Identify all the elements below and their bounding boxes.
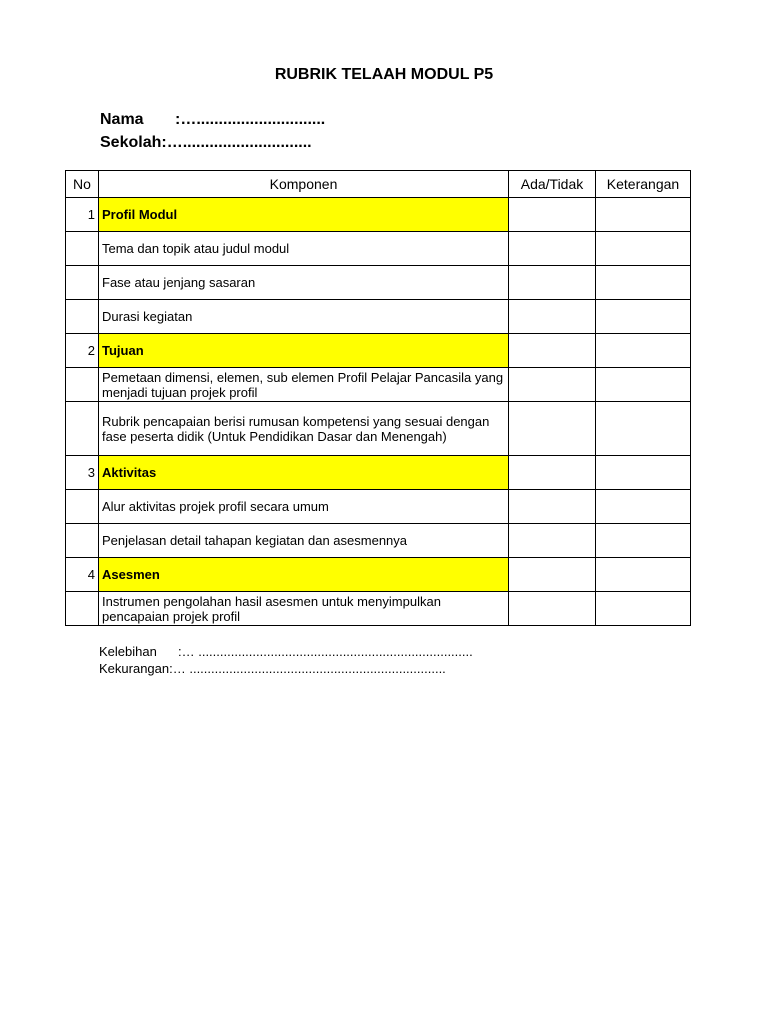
nama-field	[100, 111, 325, 129]
row-komponen: Alur aktivitas projek profil secara umum	[99, 490, 509, 524]
row-ada-tidak-cell[interactable]	[509, 198, 596, 232]
row-ada-tidak-cell[interactable]	[509, 456, 596, 490]
table-row	[66, 300, 691, 334]
rubric-table	[65, 170, 691, 626]
row-number	[66, 490, 99, 524]
row-number: 2	[66, 334, 99, 368]
kelebihan-label: Kelebihan	[99, 644, 157, 659]
table-row	[66, 198, 691, 232]
row-ada-tidak-cell[interactable]	[509, 334, 596, 368]
row-komponen: Instrumen pengolahan hasil asesmen untuk menyimpulkan pencapaian projek profil	[99, 592, 509, 626]
table-row	[66, 368, 691, 402]
row-keterangan-cell[interactable]	[596, 592, 691, 626]
kekurangan-label: Kekurangan	[99, 661, 170, 676]
row-ada-tidak-cell[interactable]	[509, 524, 596, 558]
table-row	[66, 524, 691, 558]
row-number	[66, 524, 99, 558]
row-number	[66, 592, 99, 626]
row-komponen: Fase atau jenjang sasaran	[99, 266, 509, 300]
row-ada-tidak-cell[interactable]	[509, 592, 596, 626]
sekolah-label: Sekolah	[100, 134, 162, 151]
kekurangan-value: :… .......................................................................	[169, 661, 446, 676]
row-keterangan-cell[interactable]	[596, 334, 691, 368]
sekolah-field	[100, 134, 312, 152]
row-komponen: Tema dan topik atau judul modul	[99, 232, 509, 266]
row-keterangan-cell[interactable]	[596, 300, 691, 334]
row-keterangan-cell[interactable]	[596, 368, 691, 402]
row-number: 3	[66, 456, 99, 490]
row-komponen: Aktivitas	[99, 456, 509, 490]
row-ada-tidak-cell[interactable]	[509, 300, 596, 334]
header-no: No	[66, 171, 99, 198]
table-row	[66, 402, 691, 456]
row-komponen: Penjelasan detail tahapan kegiatan dan asesmennya	[99, 524, 509, 558]
row-komponen: Asesmen	[99, 558, 509, 592]
row-komponen: Pemetaan dimensi, elemen, sub elemen Profil Pelajar Pancasila yang menjadi tujuan projek profil	[99, 368, 509, 402]
row-keterangan-cell[interactable]	[596, 402, 691, 456]
row-keterangan-cell[interactable]	[596, 524, 691, 558]
header-keterangan: Keterangan	[596, 171, 691, 198]
table-header-row	[66, 171, 691, 198]
table-row	[66, 490, 691, 524]
header-komponen: Komponen	[99, 171, 509, 198]
row-number: 4	[66, 558, 99, 592]
row-number: 1	[66, 198, 99, 232]
table-row	[66, 334, 691, 368]
row-keterangan-cell[interactable]	[596, 558, 691, 592]
row-number	[66, 266, 99, 300]
row-keterangan-cell[interactable]	[596, 198, 691, 232]
row-komponen: Durasi kegiatan	[99, 300, 509, 334]
table-row	[66, 456, 691, 490]
row-number	[66, 368, 99, 402]
row-number	[66, 232, 99, 266]
row-number	[66, 402, 99, 456]
row-keterangan-cell[interactable]	[596, 490, 691, 524]
row-keterangan-cell[interactable]	[596, 456, 691, 490]
row-ada-tidak-cell[interactable]	[509, 232, 596, 266]
row-komponen: Rubrik pencapaian berisi rumusan kompetensi yang sesuai dengan fase peserta didik (Untuk Pendidikan Dasar dan Menengah)	[99, 402, 509, 456]
row-keterangan-cell[interactable]	[596, 232, 691, 266]
nama-label: Nama	[100, 111, 144, 128]
sekolah-value: :….............................	[161, 134, 312, 151]
row-ada-tidak-cell[interactable]	[509, 490, 596, 524]
nama-value: :….............................	[175, 111, 326, 128]
document-title: RUBRIK TELAAH MODUL P5	[274, 66, 494, 83]
row-number	[66, 300, 99, 334]
row-ada-tidak-cell[interactable]	[509, 402, 596, 456]
row-ada-tidak-cell[interactable]	[509, 368, 596, 402]
table-row	[66, 558, 691, 592]
table-row	[66, 232, 691, 266]
row-ada-tidak-cell[interactable]	[509, 266, 596, 300]
row-keterangan-cell[interactable]	[596, 266, 691, 300]
row-ada-tidak-cell[interactable]	[509, 558, 596, 592]
kekurangan-line	[99, 661, 446, 676]
row-komponen: Tujuan	[99, 334, 509, 368]
header-ada-tidak: Ada/Tidak	[509, 171, 596, 198]
row-komponen: Profil Modul	[99, 198, 509, 232]
table-row	[66, 592, 691, 626]
table-row	[66, 266, 691, 300]
kelebihan-value: :… ............................................................................	[178, 644, 473, 659]
kelebihan-line	[99, 644, 473, 659]
